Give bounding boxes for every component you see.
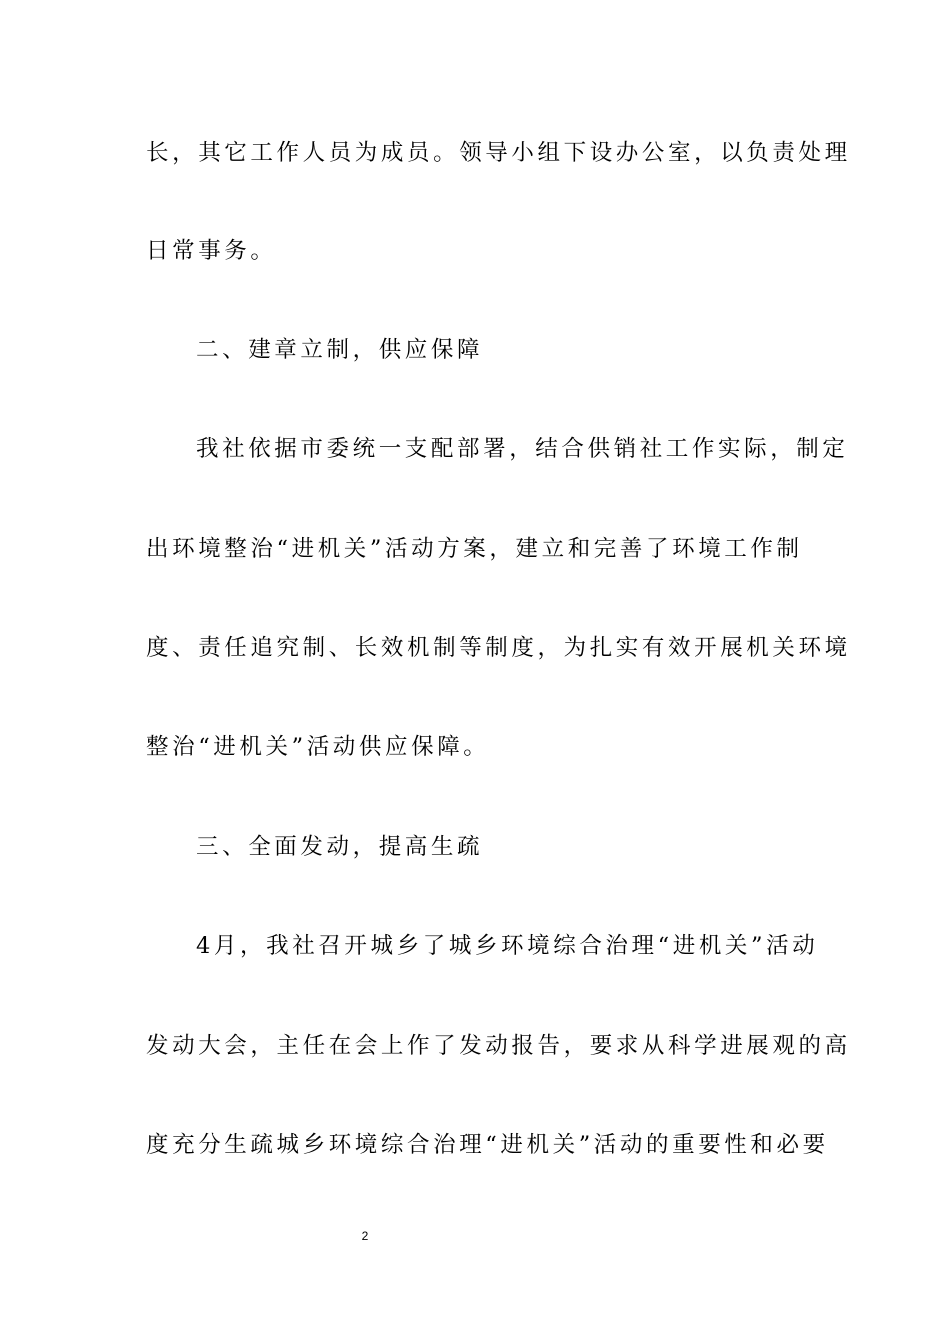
body-text-line: 整治“进机关”活动供应保障。 — [146, 734, 490, 760]
page-number: 2 — [361, 1229, 369, 1243]
body-text-line: 出环境整治“进机关”活动方案，建立和完善了环境工作制 — [146, 536, 803, 562]
body-text-line: 发动大会，主任在会上作了发动报告，要求从科学进展观的高 — [146, 1033, 851, 1059]
body-text-line: 度、责任追究制、长效机制等制度，为扎实有效开展机关环境 — [146, 635, 851, 661]
body-text-line: 长，其它工作人员为成员。领导小组下设办公室，以负责处理 — [146, 140, 851, 166]
section-heading: 二、建章立制，供应保障 — [196, 337, 484, 363]
body-text-line: 日常事务。 — [146, 238, 277, 264]
section-heading: 三、全面发动，提高生疏 — [196, 834, 484, 860]
body-text-line: 我社依据市委统一支配部署，结合供销社工作实际，制定 — [196, 436, 849, 462]
body-text-line: 4月，我社召开城乡了城乡环境综合治理“进机关”活动 — [196, 933, 819, 959]
body-text-line: 度充分生疏城乡环境综合治理“进机关”活动的重要性和必要 — [146, 1132, 829, 1158]
